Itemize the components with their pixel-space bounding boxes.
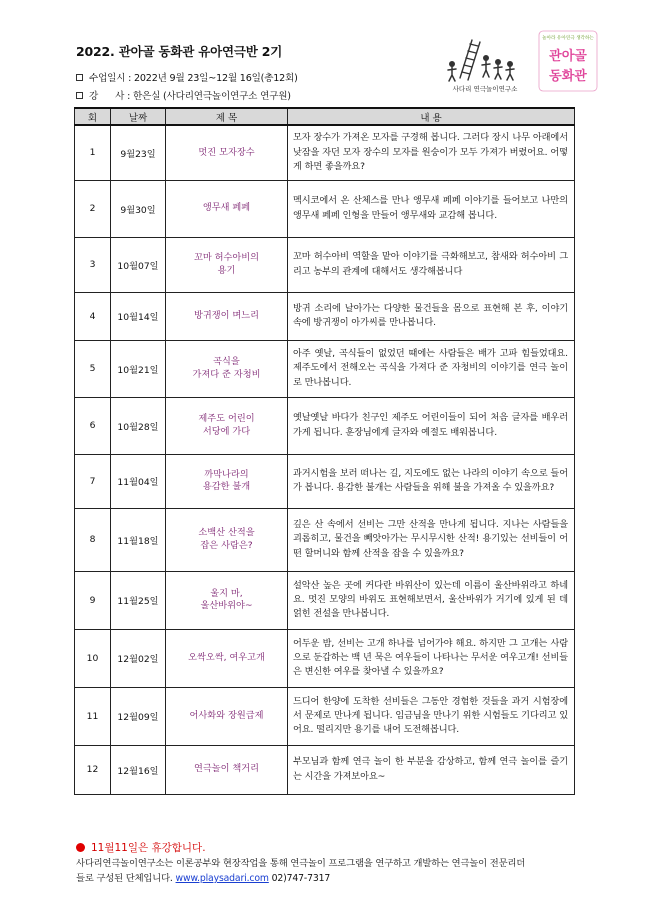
session-title-line: 울산바위야~ xyxy=(200,600,253,611)
session-title-line: 잡은 사람은? xyxy=(200,539,253,551)
session-number: 5 xyxy=(75,340,111,397)
table-row xyxy=(75,629,575,687)
session-description: 드디어 한양에 도착한 선비들은 그동안 경험한 것들을 과거 시험장에서 문제로 만나게 됩니다. 임금님을 만나기 위한 시험들도 기다리고 있어요. 떨리지만 용기를 내어 도전해봅니다. xyxy=(288,687,575,745)
session-description: 멕시코에서 온 산체스를 만나 앵무새 페페 이야기를 들어보고 나만의 앵무새 페페 인형을 만들어 앵무새와 교감해 봅니다. xyxy=(288,180,575,237)
table-row xyxy=(75,397,575,454)
session-number: 6 xyxy=(75,397,111,454)
session-title xyxy=(166,237,288,292)
header-title: 제 목 xyxy=(166,108,288,125)
footer-line2 xyxy=(76,872,596,887)
session-title xyxy=(166,340,288,397)
session-number: 8 xyxy=(75,508,111,571)
session-title-line: 어사화와 장원급제 xyxy=(189,709,264,721)
table-row xyxy=(75,687,575,745)
gwanagol-logo xyxy=(538,30,598,92)
session-title-line: 제주도 어린이 xyxy=(198,413,255,425)
header-content: 내 용 xyxy=(288,108,575,125)
session-number: 7 xyxy=(75,454,111,508)
session-number: 11 xyxy=(75,687,111,745)
schedule-table xyxy=(74,107,575,795)
table-row xyxy=(75,237,575,292)
instructor-info xyxy=(76,88,291,102)
session-date: 11월04일 xyxy=(111,454,166,508)
session-description: 어두운 밤, 선비는 고개 하나를 넘어가야 해요. 하지만 그 고개는 사람으로 둔갑하는 백 년 묵은 여우들이 나타나는 무서운 여우고개! 선비들은 변신한 여우를 찾아낼 수 있을까요? xyxy=(288,629,575,687)
session-title xyxy=(166,745,288,794)
session-title-line: 가져다 준 자청비 xyxy=(192,368,261,380)
table-row xyxy=(75,571,575,629)
session-title xyxy=(166,454,288,508)
table-row xyxy=(75,125,575,180)
session-date: 11월25일 xyxy=(111,571,166,629)
holiday-notice-text: 11월11일은 휴강합니다. xyxy=(91,842,206,854)
session-date: 9월30일 xyxy=(111,180,166,237)
table-row xyxy=(75,454,575,508)
session-date: 11월18일 xyxy=(111,508,166,571)
session-title xyxy=(166,571,288,629)
session-title xyxy=(166,125,288,180)
session-description: 깊은 산 속에서 선비는 그만 산적을 만나게 됩니다. 지나는 사람들을 괴롭히고, 물건을 빼앗아가는 무시무시한 산적! 용기있는 선비들이 어떤 할머니와 함께 산적을 잡을 수 있을까요? xyxy=(288,508,575,571)
gwanagol-logo-line1: 관아골 xyxy=(549,49,587,64)
session-description: 설악산 높은 곳에 커다란 바위산이 있는데 이름이 울산바위라고 하네요. 멋진 모양의 바위도 표현해보면서, 울산바위가 거기에 있게 된 데 얽힌 전설을 만나봅니다. xyxy=(288,571,575,629)
session-title xyxy=(166,508,288,571)
table-header-row xyxy=(75,108,575,125)
session-number: 9 xyxy=(75,571,111,629)
session-date: 12월09일 xyxy=(111,687,166,745)
session-title xyxy=(166,292,288,340)
session-date: 9월23일 xyxy=(111,125,166,180)
website-link[interactable]: www.playsadari.com xyxy=(175,872,269,884)
session-title-line: 오싹오싹, 여우고개 xyxy=(188,651,265,663)
table-row xyxy=(75,745,575,794)
table-row xyxy=(75,292,575,340)
session-title-line: 울지 마, xyxy=(210,587,243,599)
header-session: 회 xyxy=(75,108,111,125)
gwanagol-logo-top: 놀아라 유아연극 생각하는 xyxy=(542,36,594,41)
session-title-line: 꼬마 허수아비의 xyxy=(193,252,260,264)
session-title-line: 용기 xyxy=(217,264,236,276)
class-period-text: 수업일시 : 2022년 9월 23일~12월 16일(총12회) xyxy=(89,73,298,84)
checkbox-square-icon xyxy=(76,74,83,81)
phone-number: 02)747-7317 xyxy=(271,872,331,884)
red-dot-icon xyxy=(76,843,85,852)
table-row xyxy=(75,340,575,397)
session-date: 12월02일 xyxy=(111,629,166,687)
session-description: 옛날옛날 바다가 친구인 제주도 어린이들이 되어 처음 글자를 배우러 가게 됩니다. 훈장님에게 글자와 예절도 배워봅니다. xyxy=(288,397,575,454)
session-title xyxy=(166,629,288,687)
footer-line2-text: 들로 구성된 단체입니다. xyxy=(76,872,173,884)
session-title-line: 멋진 모자장수 xyxy=(198,146,255,158)
class-period xyxy=(76,70,298,84)
footer-line1: 사다리연극놀이연구소는 이론공부와 현장작업을 통해 연극놀이 프로그램을 연구하고 개발하는 연극놀이 전문리더 xyxy=(76,858,526,869)
session-date: 10월28일 xyxy=(111,397,166,454)
footer-info xyxy=(76,857,596,887)
session-title xyxy=(166,397,288,454)
session-date: 12월16일 xyxy=(111,745,166,794)
holiday-notice xyxy=(76,840,206,855)
session-title xyxy=(166,687,288,745)
session-number: 4 xyxy=(75,292,111,340)
page-title: 2022. 관아골 동화관 유아연극반 2기 xyxy=(76,44,283,59)
gwanagol-logo-line2: 동화관 xyxy=(549,69,587,84)
session-description: 방귀 소리에 날아가는 다양한 물건들을 몸으로 표현해 본 후, 이야기 속에 방귀쟁이 아가씨를 만나봅니다. xyxy=(288,292,575,340)
session-title-line: 연극놀이 책거리 xyxy=(193,763,260,775)
session-date: 10월21일 xyxy=(111,340,166,397)
sadari-logo-text: 사다리 연극놀이연구소 xyxy=(452,85,518,93)
session-number: 12 xyxy=(75,745,111,794)
table-row xyxy=(75,180,575,237)
session-description: 과거시험을 보러 떠나는 길, 지도에도 없는 나라의 이야기 속으로 들어가 봅니다. 용감한 불개는 사람들을 위해 불을 가져올 수 있을까요? xyxy=(288,454,575,508)
session-description: 아주 옛날, 곡식들이 없었던 때에는 사람들은 배가 고파 힘들었대요. 제주도에서 전해오는 곡식을 가져다 준 자청비의 이야기를 연극 놀이로 만나봅니다. xyxy=(288,340,575,397)
session-number: 2 xyxy=(75,180,111,237)
instructor-text: 강 사 : 한은실 (사다리연극놀이연구소 연구원) xyxy=(89,91,291,102)
sadari-logo xyxy=(436,34,534,94)
session-title xyxy=(166,180,288,237)
session-description: 꼬마 허수아비 역할을 맡아 이야기를 극화해보고, 참새와 허수아비 그리고 농부의 관계에 대해서도 생각해봅니다 xyxy=(288,237,575,292)
session-title-line: 서당에 가다 xyxy=(202,425,251,437)
session-number: 3 xyxy=(75,237,111,292)
header-date: 날짜 xyxy=(111,108,166,125)
session-title-line: 곡식을 xyxy=(213,356,240,368)
session-title-line: 까막나라의 xyxy=(204,468,249,480)
session-title-line: 소백산 산적을 xyxy=(198,527,255,539)
session-title-line: 용감한 불개 xyxy=(202,481,251,492)
session-date: 10월07일 xyxy=(111,237,166,292)
session-number: 1 xyxy=(75,125,111,180)
session-description: 부모님과 함께 연극 놀이 한 부분을 감상하고, 함께 연극 놀이를 즐기는 시간을 가져보아요~ xyxy=(288,745,575,794)
checkbox-square-icon xyxy=(76,92,83,99)
session-title-line: 방귀쟁이 며느리 xyxy=(193,309,260,321)
session-number: 10 xyxy=(75,629,111,687)
session-title-line: 앵무새 페페 xyxy=(202,202,251,214)
table-row xyxy=(75,508,575,571)
session-date: 10월14일 xyxy=(111,292,166,340)
session-description: 모자 장수가 가져온 모자를 구경해 봅니다. 그러다 장시 나무 아래에서 낮잠을 자던 모자 장수의 모자를 원숭이가 모두 가져가 버렸어요. 어떻게 하면 좋을까요? xyxy=(288,125,575,180)
